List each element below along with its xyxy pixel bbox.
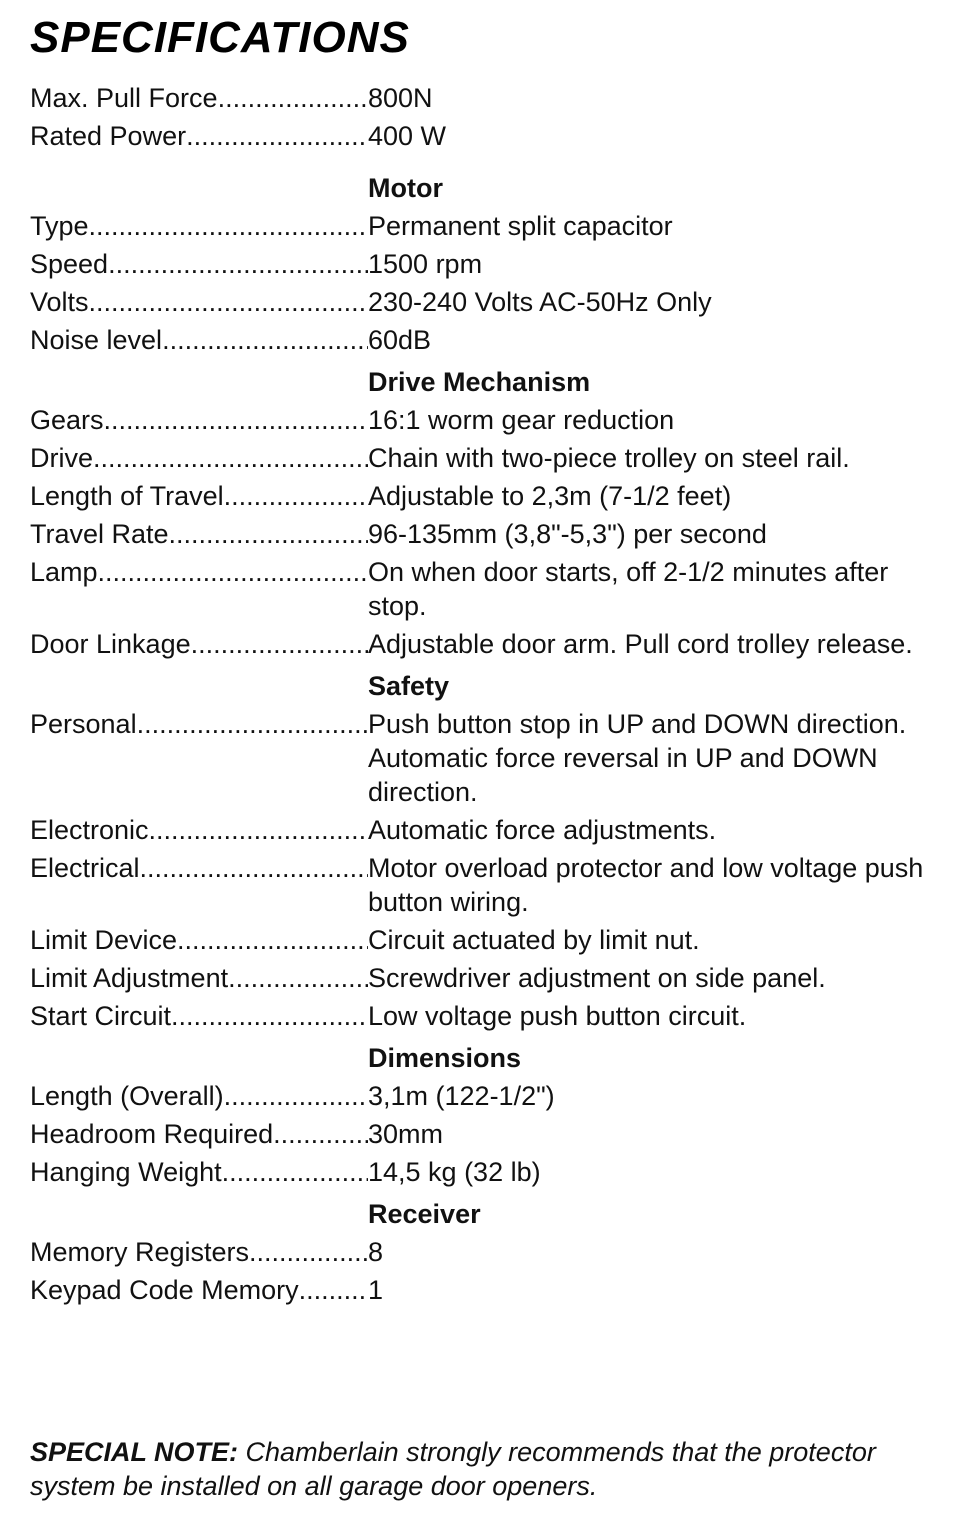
spec-label-cell xyxy=(30,285,368,319)
spec-value: 16:1 worm gear reduction xyxy=(368,405,675,435)
spec-label: Speed xyxy=(30,249,109,279)
spec-label: Drive xyxy=(30,443,94,473)
spec-value: 14,5 kg (32 lb) xyxy=(368,1157,541,1187)
dot-leader xyxy=(191,627,368,661)
spec-label-cell xyxy=(30,961,368,995)
dot-leader xyxy=(224,1079,368,1113)
spec-value: 800N xyxy=(368,83,433,113)
dot-leader xyxy=(273,1117,368,1151)
spec-row-drive xyxy=(30,441,940,475)
spec-row-electronic xyxy=(30,813,940,847)
spec-label: Door Linkage xyxy=(30,629,191,659)
spec-label: Noise level xyxy=(30,325,163,355)
spec-value: Circuit actuated by limit nut. xyxy=(368,925,700,955)
spec-row-start-circuit xyxy=(30,999,940,1033)
dot-leader xyxy=(299,1273,368,1307)
spec-value: Permanent split capacitor xyxy=(368,211,673,241)
spec-label-cell xyxy=(30,999,368,1033)
spec-label-cell xyxy=(30,813,368,847)
spec-label: Hanging Weight xyxy=(30,1157,222,1187)
spec-label-cell xyxy=(30,707,368,741)
section-heading-motor: Motor xyxy=(368,173,443,203)
spec-label: Electrical xyxy=(30,853,140,883)
dot-leader xyxy=(137,707,368,741)
spec-label-cell xyxy=(30,851,368,885)
spec-label: Electronic xyxy=(30,815,149,845)
spec-value: Low voltage push button circuit. xyxy=(368,1001,747,1031)
dot-leader xyxy=(108,247,368,281)
spec-label-cell xyxy=(30,627,368,661)
spec-value: Adjustable door arm. Pull cord trolley release. xyxy=(368,629,913,659)
spec-row-keypad-code-memory xyxy=(30,1273,940,1307)
spec-label: Volts xyxy=(30,287,89,317)
spec-label: Gears xyxy=(30,405,104,435)
spec-row-memory-registers xyxy=(30,1235,940,1269)
dot-leader xyxy=(89,209,368,243)
spec-label-cell xyxy=(30,323,368,357)
spec-label-cell xyxy=(30,1117,368,1151)
spec-label: Type xyxy=(30,211,89,241)
dot-leader xyxy=(224,479,368,513)
dot-leader xyxy=(104,403,368,437)
dot-leader xyxy=(171,999,368,1033)
spec-label-cell xyxy=(30,923,368,957)
spec-value: 3,1m (122-1/2") xyxy=(368,1081,555,1111)
spec-label-cell xyxy=(30,517,368,551)
spec-row-hanging-weight xyxy=(30,1155,940,1189)
spec-label-cell xyxy=(30,81,368,115)
spec-label: Lamp xyxy=(30,557,98,587)
section-heading-dimensions: Dimensions xyxy=(368,1043,522,1073)
spec-value: Chain with two-piece trolley on steel rail. xyxy=(368,443,850,473)
dot-leader xyxy=(218,81,368,115)
spec-label-cell xyxy=(30,403,368,437)
spec-label: Start Circuit xyxy=(30,1001,172,1031)
spec-value: Adjustable to 2,3m (7-1/2 feet) xyxy=(368,481,732,511)
spec-label-cell xyxy=(30,1155,368,1189)
dot-leader xyxy=(228,961,368,995)
section-heading-drive-mechanism: Drive Mechanism xyxy=(368,367,591,397)
section-heading-safety: Safety xyxy=(368,671,450,701)
spec-row-noise-level xyxy=(30,323,940,357)
dot-leader xyxy=(249,1235,368,1269)
spec-label-cell xyxy=(30,479,368,513)
spec-label-cell xyxy=(30,119,368,153)
spec-value: 230-240 Volts AC-50Hz Only xyxy=(368,287,712,317)
spec-value: Motor overload protector and low voltage push button wiring. xyxy=(368,853,924,917)
spec-label: Headroom Required xyxy=(30,1119,274,1149)
spec-row-lamp xyxy=(30,555,940,623)
spec-label: Length (Overall) xyxy=(30,1081,224,1111)
spec-value: 1500 rpm xyxy=(368,249,483,279)
special-note-text: Chamberlain strongly recommends that the protector system be installed on all garage door openers. xyxy=(30,1437,876,1501)
dot-leader xyxy=(98,555,368,589)
spec-label: Memory Registers xyxy=(30,1237,250,1267)
spec-value: 30mm xyxy=(368,1119,444,1149)
spec-label: Limit Device xyxy=(30,925,178,955)
spec-label-cell xyxy=(30,441,368,475)
dot-leader xyxy=(140,851,368,885)
spec-row-travel-rate xyxy=(30,517,940,551)
spec-row-speed xyxy=(30,247,940,281)
spec-label-cell xyxy=(30,1079,368,1113)
spec-value: Push button stop in UP and DOWN direction. Automatic force reversal in UP and DOWN direction. xyxy=(368,709,907,807)
section-heading-receiver: Receiver xyxy=(368,1199,481,1229)
spec-label: Rated Power xyxy=(30,121,187,151)
dot-leader xyxy=(89,285,368,319)
spec-value: 400 W xyxy=(368,121,447,151)
spec-row-volts xyxy=(30,285,940,319)
spec-value: Automatic force adjustments. xyxy=(368,815,717,845)
spec-value: Screwdriver adjustment on side panel. xyxy=(368,963,826,993)
dot-leader xyxy=(169,517,368,551)
spec-label: Limit Adjustment xyxy=(30,963,229,993)
dot-leader xyxy=(93,441,368,475)
spec-value: 1 xyxy=(368,1275,384,1305)
spec-label: Personal xyxy=(30,709,137,739)
spec-label: Travel Rate xyxy=(30,519,169,549)
spec-row-max-pull-force xyxy=(30,81,940,115)
spec-label-cell xyxy=(30,1235,368,1269)
spec-list xyxy=(30,81,940,1311)
spec-value: On when door starts, off 2-1/2 minutes after stop. xyxy=(368,557,889,621)
spec-value: 8 xyxy=(368,1237,384,1267)
spec-row-headroom-required xyxy=(30,1117,940,1151)
dot-leader xyxy=(162,323,368,357)
spec-row-limit-adjustment xyxy=(30,961,940,995)
spec-value: 60dB xyxy=(368,325,432,355)
spec-label-cell xyxy=(30,555,368,589)
spec-row-gears xyxy=(30,403,940,437)
dot-leader xyxy=(177,923,368,957)
dot-leader xyxy=(149,813,368,847)
special-note xyxy=(30,1435,930,1503)
spec-row-rated-power xyxy=(30,119,940,153)
spec-label: Length of Travel xyxy=(30,481,224,511)
spec-row-door-linkage xyxy=(30,627,940,661)
spec-row-length-of-travel xyxy=(30,479,940,513)
spec-row-electrical xyxy=(30,851,940,919)
spec-label-cell xyxy=(30,1273,368,1307)
spec-row-length-overall xyxy=(30,1079,940,1113)
spec-value: 96-135mm (3,8"-5,3") per second xyxy=(368,519,767,549)
spec-label-cell xyxy=(30,247,368,281)
special-note-lead: SPECIAL NOTE: xyxy=(30,1437,239,1467)
page-title: SPECIFICATIONS xyxy=(30,13,410,62)
dot-leader xyxy=(222,1155,368,1189)
spec-row-personal xyxy=(30,707,940,809)
spec-label: Keypad Code Memory xyxy=(30,1275,299,1305)
dot-leader xyxy=(186,119,368,153)
spec-label: Max. Pull Force xyxy=(30,83,218,113)
spec-label-cell xyxy=(30,209,368,243)
spec-row-limit-device xyxy=(30,923,940,957)
spec-row-type xyxy=(30,209,940,243)
